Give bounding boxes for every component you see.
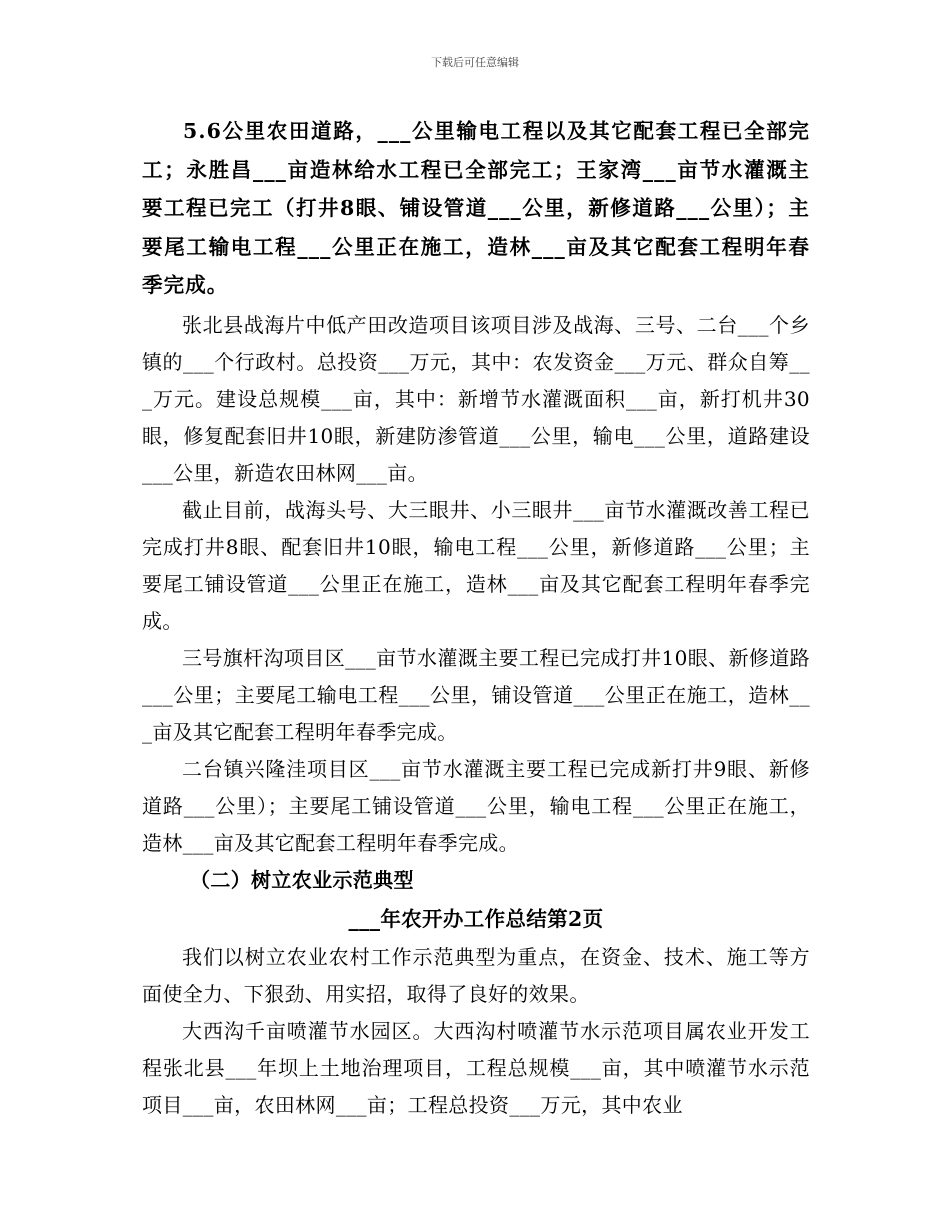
paragraph-1: 5.6公里农田道路，___公里输电工程以及其它配套工程已全部完工；永胜昌___亩造林给水工程已全部完工；王家湾___亩节水灌溉主要工程已完工（打井8眼、铺设管道___公里，新修道路___公里）；主要尾工输电工程___公里正在施工，造林___亩及其它配套工程明年春季完成。 xyxy=(142,119,810,297)
paragraph-3: 截止目前，战海头号、大三眼井、小三眼井___亩节水灌溉改善工程已完成打井8眼、配套旧井10眼，输电工程___公里，新修道路___公里；主要尾工铺设管道___公里正在施工，造林___亩及其它配套工程明年春季完成。 xyxy=(142,497,810,633)
page-title: ___年农开办工作总结第2页 xyxy=(348,906,604,931)
paragraph-4: 三号旗杆沟项目区___亩节水灌溉主要工程已完成打井10眼、新修道路___公里；主要尾工输电工程___公里，铺设管道___公里正在施工，造林___亩及其它配套工程明年春季完成。 xyxy=(142,645,810,744)
subheading: （二）树立农业示范典型 xyxy=(190,867,414,892)
paragraph-2: 张北县战海片中低产田改造项目该项目涉及战海、三号、二台___个乡镇的___个行政村。总投资___万元，其中：农发资金___万元、群众自筹___万元。建设总规模___亩，其中：新增节水灌溉面积___亩，新打机井30眼，修复配套旧井10眼，新建防渗管道___公里，输电___公里，道路建设___公里，新造农田林网___亩。 xyxy=(142,312,810,485)
document-body xyxy=(142,112,810,1124)
paragraph-6: 我们以树立农业农村工作示范典型为重点，在资金、技术、施工等方面使全力、下狠劲、用实招，取得了良好的效果。 xyxy=(142,944,810,1006)
page-header-note: 下载后可任意编辑 xyxy=(431,56,519,69)
paragraph-5: 二台镇兴隆洼项目区___亩节水灌溉主要工程已完成新打井9眼、新修道路___公里）；主要尾工铺设管道___公里，输电工程___公里正在施工，造林___亩及其它配套工程明年春季完成。 xyxy=(142,756,810,855)
paragraph-7: 大西沟千亩喷灌节水园区。大西沟村喷灌节水示范项目属农业开发工程张北县___年坝上土地治理项目，工程总规模___亩，其中喷灌节水示范项目___亩，农田林网___亩；工程总投资___万元，其中农业 xyxy=(142,1018,810,1117)
